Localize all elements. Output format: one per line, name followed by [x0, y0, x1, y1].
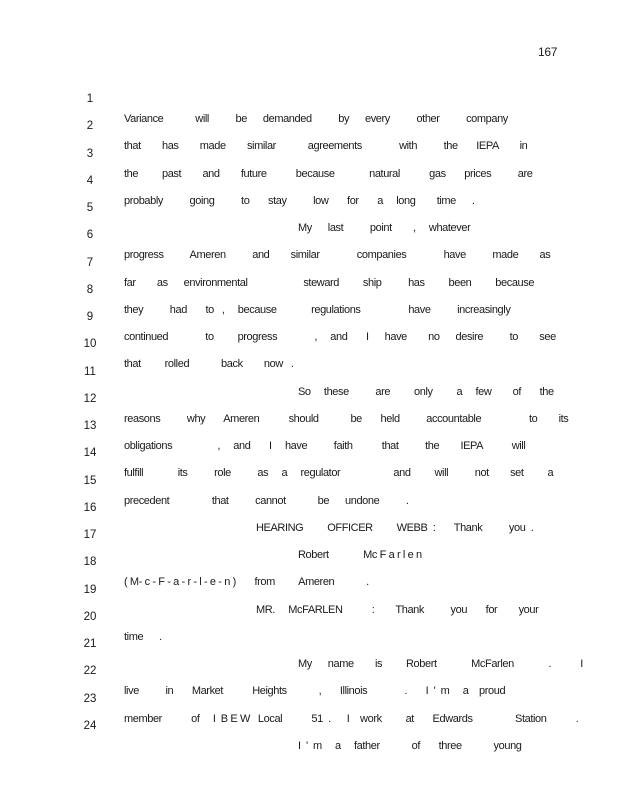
line-number: 22	[83, 665, 97, 678]
transcript-line	[0, 151, 618, 207]
line-number: 13	[83, 420, 97, 432]
line-number: 18	[83, 556, 97, 569]
transcript-line	[0, 423, 618, 480]
transcript-line	[0, 478, 618, 534]
transcript-line	[0, 396, 618, 452]
line-number: 20	[83, 610, 97, 623]
line-text: member of I B E W Local 51 . I work at Edwards Station .	[124, 712, 579, 725]
line-number: 2	[86, 120, 94, 133]
line-number: 16	[83, 501, 97, 514]
line-text: ( M- c - F - a - r - l - e - n ) from Ameren .	[124, 576, 369, 589]
line-text: Robert Mc F a r l e n	[298, 549, 422, 561]
line-text: time .	[124, 630, 162, 643]
transcript-line	[0, 233, 618, 289]
line-text: My name is Robert McFarlen . I	[298, 658, 583, 670]
line-number: 10	[83, 338, 97, 351]
transcript-line	[0, 505, 618, 561]
page-number: 167	[538, 45, 558, 59]
line-text: I ' m a father of three young	[298, 739, 522, 752]
line-number: 14	[83, 447, 97, 460]
line-number: 17	[83, 529, 97, 541]
line-number: 15	[83, 474, 97, 487]
line-text: So these are only a few of the	[298, 385, 554, 398]
line-number: 5	[86, 202, 94, 214]
transcript-line	[0, 314, 618, 371]
line-text: fulfill its role as a regulator and will not set a	[124, 467, 554, 480]
line-number: 6	[86, 229, 94, 242]
line-number: 1	[86, 93, 94, 105]
transcript-line	[0, 451, 618, 507]
line-text: My last point , whatever	[298, 222, 471, 234]
line-number: 3	[86, 147, 94, 160]
line-text: MR. McFARLEN : Thank you for your	[256, 603, 539, 616]
line-number: 8	[86, 283, 94, 296]
line-number: 12	[83, 392, 97, 405]
transcript-line	[0, 178, 618, 234]
transcript-line	[0, 641, 618, 698]
transcript-line	[0, 260, 618, 316]
line-number: 11	[84, 365, 96, 378]
line-number: 21	[83, 638, 97, 650]
line-text: reasons why Ameren should be held accountable to its	[124, 412, 569, 425]
line-number: 7	[86, 256, 94, 269]
transcript-line	[0, 560, 618, 616]
line-text: Variance will be demanded by every other company	[124, 113, 508, 125]
line-number: 4	[86, 174, 94, 187]
transcript-line	[0, 205, 618, 262]
line-text: far as environmental steward ship has been because	[124, 276, 535, 289]
line-text: live in Market Heights , Illinois . I ' m a proud	[124, 685, 506, 698]
transcript-line	[0, 342, 618, 398]
line-text: HEARING OFFICER WEBB : Thank you .	[256, 521, 534, 534]
transcript-line	[0, 614, 618, 670]
line-text: that rolled back now .	[124, 358, 294, 371]
transcript-line	[0, 124, 618, 180]
line-number: 9	[86, 311, 94, 323]
transcript-line	[0, 96, 618, 153]
line-text: the past and future because natural gas prices are	[124, 167, 533, 180]
transcript-line	[0, 696, 618, 752]
transcript-line	[0, 287, 618, 343]
transcript-line	[0, 587, 618, 643]
transcript-line	[0, 532, 618, 589]
line-text: probably going to stay low for a long time .	[124, 194, 475, 207]
line-number: 19	[83, 583, 97, 596]
transcript-line	[0, 369, 618, 425]
transcript-body	[0, 69, 618, 752]
line-text: continued to progress , and I have no desire to see	[124, 331, 556, 343]
line-text: obligations , and I have faith that the IEPA will	[124, 440, 526, 452]
line-text: progress Ameren and similar companies have made as	[124, 249, 551, 262]
line-text: they had to , because regulations have increasingly	[124, 303, 511, 316]
line-number: 24	[83, 719, 97, 732]
line-text: precedent that cannot be undone .	[124, 494, 409, 507]
line-number: 23	[83, 692, 97, 705]
transcript-line	[0, 669, 618, 725]
line-text: that has made similar agreements with the IEPA in	[124, 140, 528, 153]
transcript-line	[0, 69, 618, 125]
